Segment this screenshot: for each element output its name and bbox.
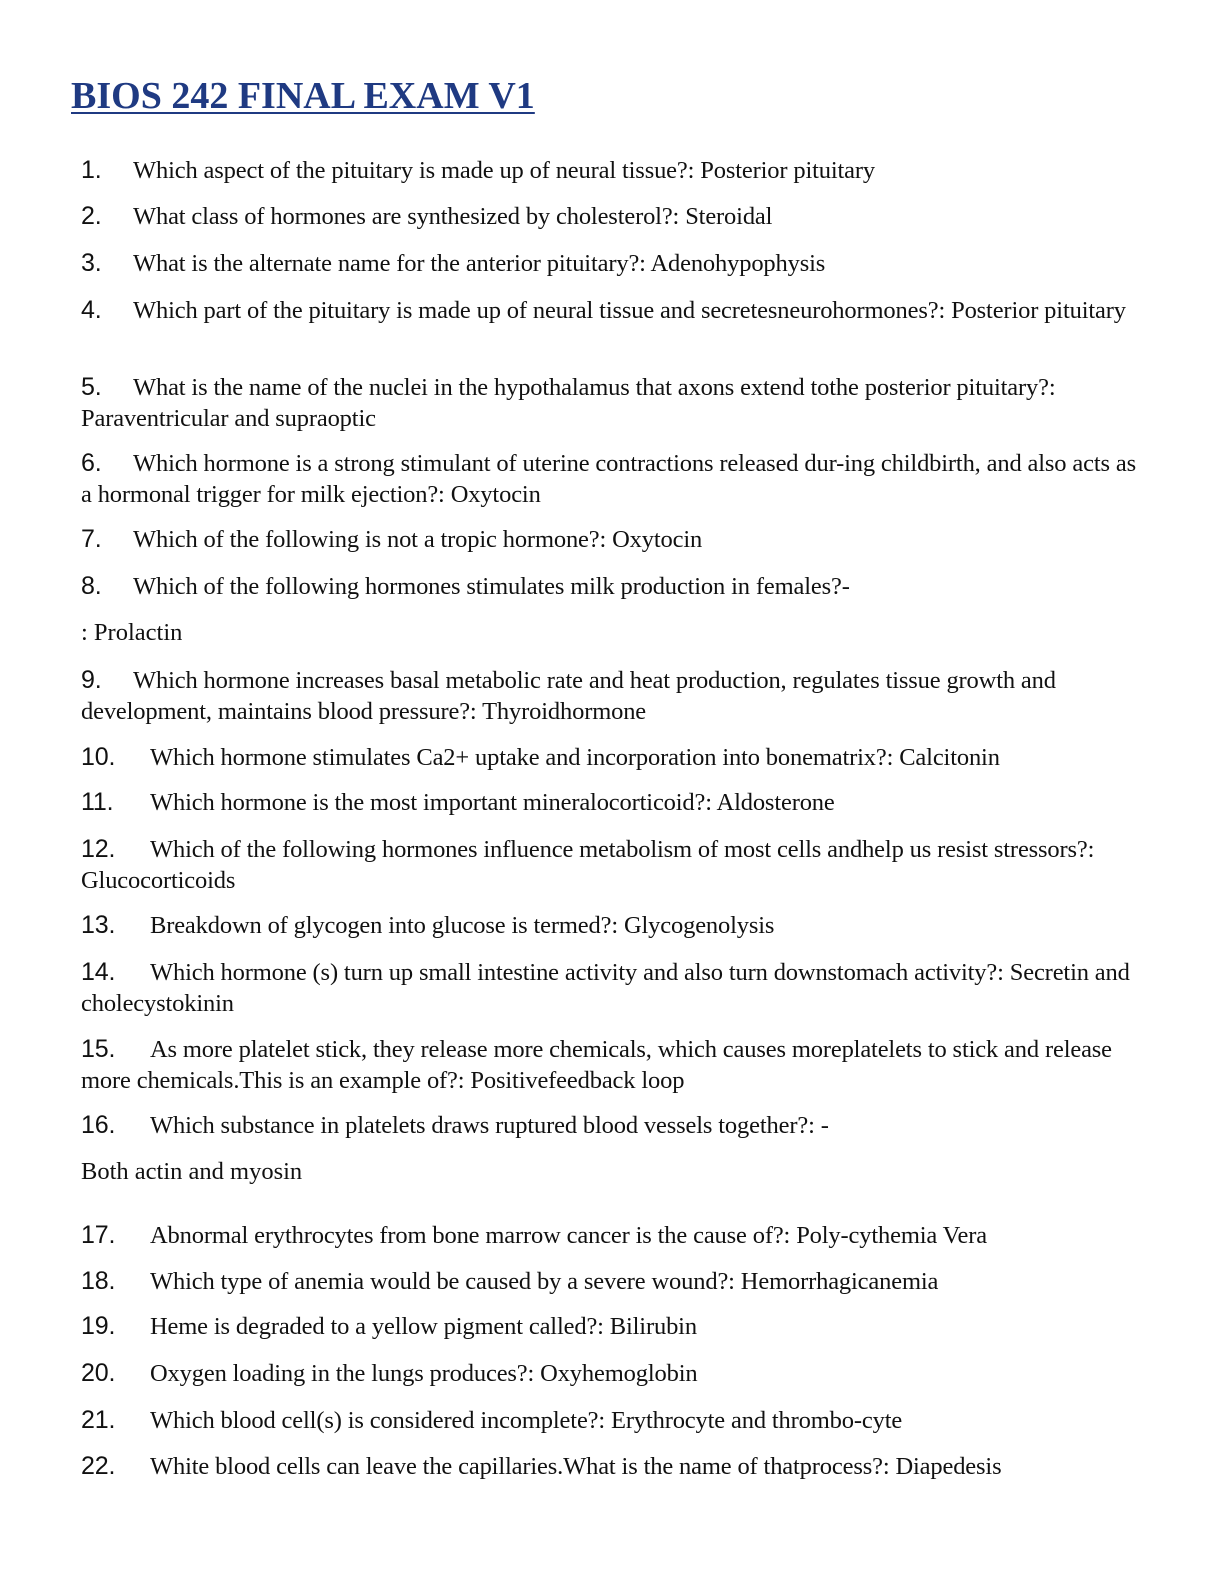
question-number: 15. — [81, 1035, 116, 1063]
question-text: Which hormone stimulates Ca2+ uptake and incorporation into bonematrix?: Calcitonin — [150, 744, 1000, 771]
question-text: Heme is degraded to a yellow pigment called?: Bilirubin — [150, 1313, 697, 1340]
page-title: BIOS 242 FINAL EXAM V1 — [71, 75, 535, 117]
question-item — [81, 201, 1151, 232]
question-item — [81, 1405, 1151, 1436]
question-text: Which hormone (s) turn up small intestine activity and also turn downstomach activity?: Secretin and cholecystokinin — [81, 959, 1130, 1017]
question-number: 19. — [81, 1312, 116, 1340]
question-item — [81, 957, 1151, 1019]
question-item — [81, 742, 1151, 773]
question-number: 1. — [81, 156, 102, 184]
question-text: Which hormone is a strong stimulant of uterine contractions released dur-ing childbirth, and also acts as a hormonal trigger for milk ejection?: Oxytocin — [81, 450, 1136, 508]
question-item — [81, 910, 1151, 941]
question-number: 9. — [81, 666, 102, 694]
question-number: 5. — [81, 373, 102, 401]
question-text: Which type of anemia would be caused by a severe wound?: Hemorrhagicanemia — [150, 1268, 939, 1295]
question-number: 2. — [81, 202, 102, 230]
question-text: Abnormal erythrocytes from bone marrow cancer is the cause of?: Poly-cythemia Vera — [150, 1222, 987, 1249]
question-text: Breakdown of glycogen into glucose is termed?: Glycogenolysis — [150, 912, 775, 939]
question-text: Which hormone increases basal metabolic rate and heat production, regulates tissue growth and development, maintains blood pressure?: Thyroidhormone — [81, 667, 1056, 725]
question-number: 8. — [81, 572, 102, 600]
question-number: 16. — [81, 1111, 116, 1139]
question-number: 14. — [81, 958, 116, 986]
question-text: Which aspect of the pituitary is made up of neural tissue?: Posterior pituitary — [133, 157, 876, 184]
question-text: Oxygen loading in the lungs produces?: Oxyhemoglobin — [150, 1360, 698, 1387]
question-item — [81, 834, 1151, 896]
question-number: 21. — [81, 1406, 116, 1434]
question-number: 18. — [81, 1267, 116, 1295]
question-text: What class of hormones are synthesized by cholesterol?: Steroidal — [133, 203, 773, 230]
question-item — [81, 155, 1151, 186]
question-item — [81, 1266, 1151, 1297]
question-item — [81, 248, 1151, 279]
question-number: 17. — [81, 1221, 116, 1249]
question-text: Which substance in platelets draws ruptured blood vessels together?: - — [150, 1112, 829, 1139]
question-text: As more platelet stick, they release more chemicals, which causes moreplatelets to stick and release more chemicals.This is an example of?: Positivefeedback loop — [81, 1036, 1112, 1094]
question-number: 20. — [81, 1359, 116, 1387]
question-number: 3. — [81, 249, 102, 277]
question-item — [81, 1451, 1151, 1482]
question-number: 4. — [81, 296, 102, 324]
question-number: 22. — [81, 1452, 116, 1480]
question-item — [81, 665, 1151, 727]
question-text: Which hormone is the most important mineralocorticoid?: Aldosterone — [150, 789, 835, 816]
question-text: White blood cells can leave the capillaries.What is the name of thatprocess?: Diapedesis — [150, 1453, 1002, 1480]
question-number: 7. — [81, 525, 102, 553]
question-text: Which part of the pituitary is made up of neural tissue and secretesneurohormones?: Posterior pituitary — [133, 297, 1126, 324]
question-item — [81, 1311, 1151, 1342]
question-item — [81, 571, 1151, 602]
question-item — [81, 1220, 1151, 1251]
question-item — [81, 372, 1151, 434]
question-text: What is the alternate name for the anterior pituitary?: Adenohypophysis — [133, 250, 826, 277]
question-number: 10. — [81, 743, 116, 771]
question-answer-continuation: : Prolactin — [81, 619, 183, 646]
question-number: 13. — [81, 911, 116, 939]
question-item — [81, 295, 1151, 326]
question-item — [81, 1110, 1151, 1141]
question-item — [81, 1034, 1151, 1096]
question-text: Which blood cell(s) is considered incomplete?: Erythrocyte and thrombo-cyte — [150, 1407, 903, 1434]
question-text: Which of the following is not a tropic hormone?: Oxytocin — [133, 526, 703, 553]
question-item — [81, 524, 1151, 555]
question-number: 11. — [81, 788, 114, 816]
question-text: Which of the following hormones stimulates milk production in females?- — [133, 573, 850, 600]
question-item — [81, 1358, 1151, 1389]
question-answer-continuation: Both actin and myosin — [81, 1158, 303, 1185]
question-number: 12. — [81, 835, 116, 863]
question-text: Which of the following hormones influence metabolism of most cells andhelp us resist stressors?: Glucocorticoids — [81, 836, 1095, 894]
question-item — [81, 448, 1151, 510]
question-text: What is the name of the nuclei in the hypothalamus that axons extend tothe posterior pituitary?: Paraventricular and supraoptic — [81, 374, 1056, 432]
question-number: 6. — [81, 449, 102, 477]
question-item — [81, 787, 1151, 818]
